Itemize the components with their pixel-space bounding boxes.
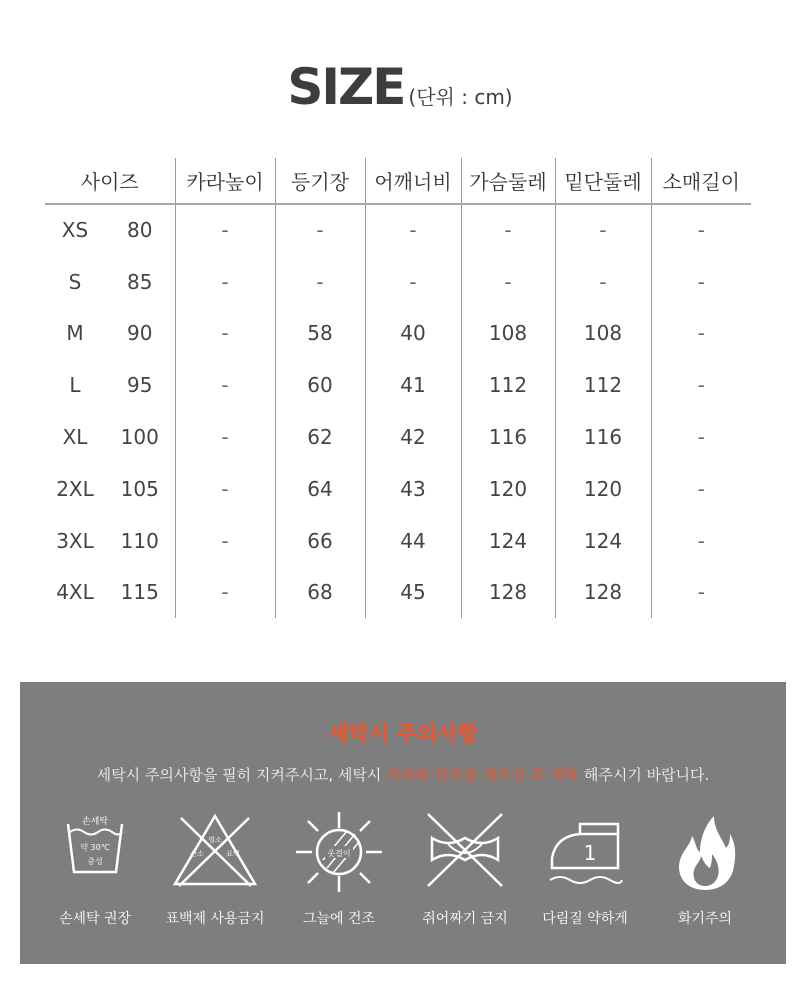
measurement-cell: - — [365, 204, 461, 256]
header-sleeve-length: 소매길이 — [651, 158, 751, 204]
measurement-cell: 112 — [555, 359, 651, 411]
care-label-dry-in-shade: 그늘에 건조 — [302, 911, 376, 927]
measurement-cell: - — [651, 204, 751, 256]
size-label-cell: S — [68, 269, 82, 294]
table-row — [45, 204, 751, 256]
measurement-cell: - — [275, 204, 365, 256]
header-size: 사이즈 — [45, 158, 175, 204]
care-item-hand-wash — [40, 810, 150, 930]
care-label-iron-low: 다림질 약하게 — [542, 911, 628, 927]
size-label-cell: 2XL — [56, 476, 94, 501]
header-back-length: 등기장 — [275, 158, 365, 204]
hand-wash-icon — [60, 810, 130, 890]
unit-label: (단위 : cm) — [408, 85, 513, 109]
size-number-cell: 90 — [127, 321, 153, 346]
size-number-cell: 115 — [120, 580, 159, 605]
measurement-cell: 108 — [461, 308, 555, 360]
measurement-cell: 128 — [555, 567, 651, 619]
measurement-cell: 116 — [555, 411, 651, 463]
care-item-iron-low — [530, 810, 640, 930]
no-bleach-inner-3: 표백 — [226, 850, 240, 858]
page-title: SIZE — [287, 58, 405, 116]
measurement-cell: - — [175, 515, 275, 567]
table-row — [45, 359, 751, 411]
size-label-cell: XS — [61, 218, 89, 243]
measurement-cell: - — [461, 256, 555, 308]
measurement-cell: - — [651, 515, 751, 567]
header-shoulder-width: 어깨너비 — [365, 158, 461, 204]
dry-in-shade-inner: 옷걸이 — [327, 849, 351, 858]
table-row — [45, 256, 751, 308]
measurement-cell: - — [175, 256, 275, 308]
table-header-row — [45, 158, 751, 204]
measurement-cell: 66 — [275, 515, 365, 567]
measurement-cell: 128 — [461, 567, 555, 619]
table-row — [45, 567, 751, 619]
size-label-cell: 4XL — [56, 580, 94, 605]
measurement-cell: - — [651, 567, 751, 619]
measurement-cell: 120 — [461, 463, 555, 515]
size-number-cell: 95 — [127, 373, 153, 398]
measurement-cell: - — [175, 308, 275, 360]
size-table — [45, 158, 751, 618]
measurement-cell: 44 — [365, 515, 461, 567]
size-label-cell: M — [66, 321, 84, 346]
measurement-cell: 41 — [365, 359, 461, 411]
size-number-cell: 105 — [120, 476, 159, 501]
table-row — [45, 463, 751, 515]
table-body — [45, 204, 751, 618]
header-chest: 가슴둘레 — [461, 158, 555, 204]
iron-low-level: 1 — [583, 841, 597, 865]
care-section — [20, 682, 786, 964]
hand-wash-inner-1: 손세탁 — [81, 817, 109, 827]
size-label-cell: 3XL — [56, 528, 94, 553]
measurement-cell: 116 — [461, 411, 555, 463]
header-hem: 밑단둘레 — [555, 158, 651, 204]
care-label-fire-caution: 화기주의 — [677, 911, 733, 927]
measurement-cell: - — [175, 411, 275, 463]
no-wring-icon — [422, 810, 508, 890]
care-description — [20, 764, 786, 785]
measurement-cell: 58 — [275, 308, 365, 360]
measurement-cell: - — [651, 359, 751, 411]
measurement-cell: - — [555, 256, 651, 308]
no-bleach-inner-2: 산소 — [190, 850, 204, 858]
size-number-cell: 110 — [120, 528, 159, 553]
table-row — [45, 308, 751, 360]
measurement-cell: - — [175, 463, 275, 515]
measurement-cell: - — [651, 256, 751, 308]
size-number-cell: 80 — [127, 218, 153, 243]
measurement-cell: 45 — [365, 567, 461, 619]
measurement-cell: - — [365, 256, 461, 308]
measurement-cell: 64 — [275, 463, 365, 515]
no-bleach-icon — [167, 810, 263, 890]
measurement-cell: 124 — [555, 515, 651, 567]
measurement-cell: 62 — [275, 411, 365, 463]
care-item-no-bleach — [160, 810, 270, 930]
measurement-cell: - — [651, 463, 751, 515]
care-item-fire-caution — [650, 810, 760, 930]
fire-caution-icon — [670, 810, 740, 894]
header-collar-height: 카라높이 — [175, 158, 275, 204]
measurement-cell: - — [651, 411, 751, 463]
iron-low-icon — [540, 810, 630, 894]
care-desc-highlight: 지퍼와 단추를 채우신 후 세탁 — [386, 766, 580, 784]
size-number-cell: 85 — [127, 269, 153, 294]
measurement-cell: - — [175, 359, 275, 411]
hand-wash-inner-3: 중성 — [87, 857, 103, 866]
measurement-cell: 42 — [365, 411, 461, 463]
size-number-cell: 100 — [120, 425, 159, 450]
measurement-cell: 43 — [365, 463, 461, 515]
measurement-cell: 112 — [461, 359, 555, 411]
care-label-no-bleach: 표백제 사용금지 — [165, 911, 265, 927]
hand-wash-inner-2: 약 30℃ — [80, 843, 110, 852]
care-desc-before: 세탁시 주의사항을 필히 지켜주시고, 세탁시 — [96, 766, 387, 784]
size-title — [0, 58, 800, 116]
measurement-cell: - — [175, 204, 275, 256]
no-bleach-inner-1: 염소 — [208, 836, 222, 844]
table-row — [45, 515, 751, 567]
care-title: 세탁시 주의사항 — [328, 722, 478, 746]
size-label-cell: L — [69, 373, 81, 398]
measurement-cell: 108 — [555, 308, 651, 360]
measurement-cell: 124 — [461, 515, 555, 567]
dry-in-shade-icon — [294, 810, 384, 894]
measurement-cell: - — [461, 204, 555, 256]
care-desc-after: 해주시기 바랍니다. — [579, 766, 710, 784]
measurement-cell: 120 — [555, 463, 651, 515]
measurement-cell: - — [651, 308, 751, 360]
table-row — [45, 411, 751, 463]
measurement-cell: 60 — [275, 359, 365, 411]
care-label-hand-wash: 손세탁 권장 — [58, 911, 132, 927]
measurement-cell: - — [555, 204, 651, 256]
measurement-cell: - — [275, 256, 365, 308]
care-label-no-wring: 쥐어짜기 금지 — [422, 911, 508, 927]
care-item-dry-in-shade — [284, 810, 394, 930]
measurement-cell: - — [175, 567, 275, 619]
size-label-cell: XL — [62, 425, 88, 450]
measurement-cell: 68 — [275, 567, 365, 619]
measurement-cell: 40 — [365, 308, 461, 360]
care-item-no-wring — [410, 810, 520, 930]
